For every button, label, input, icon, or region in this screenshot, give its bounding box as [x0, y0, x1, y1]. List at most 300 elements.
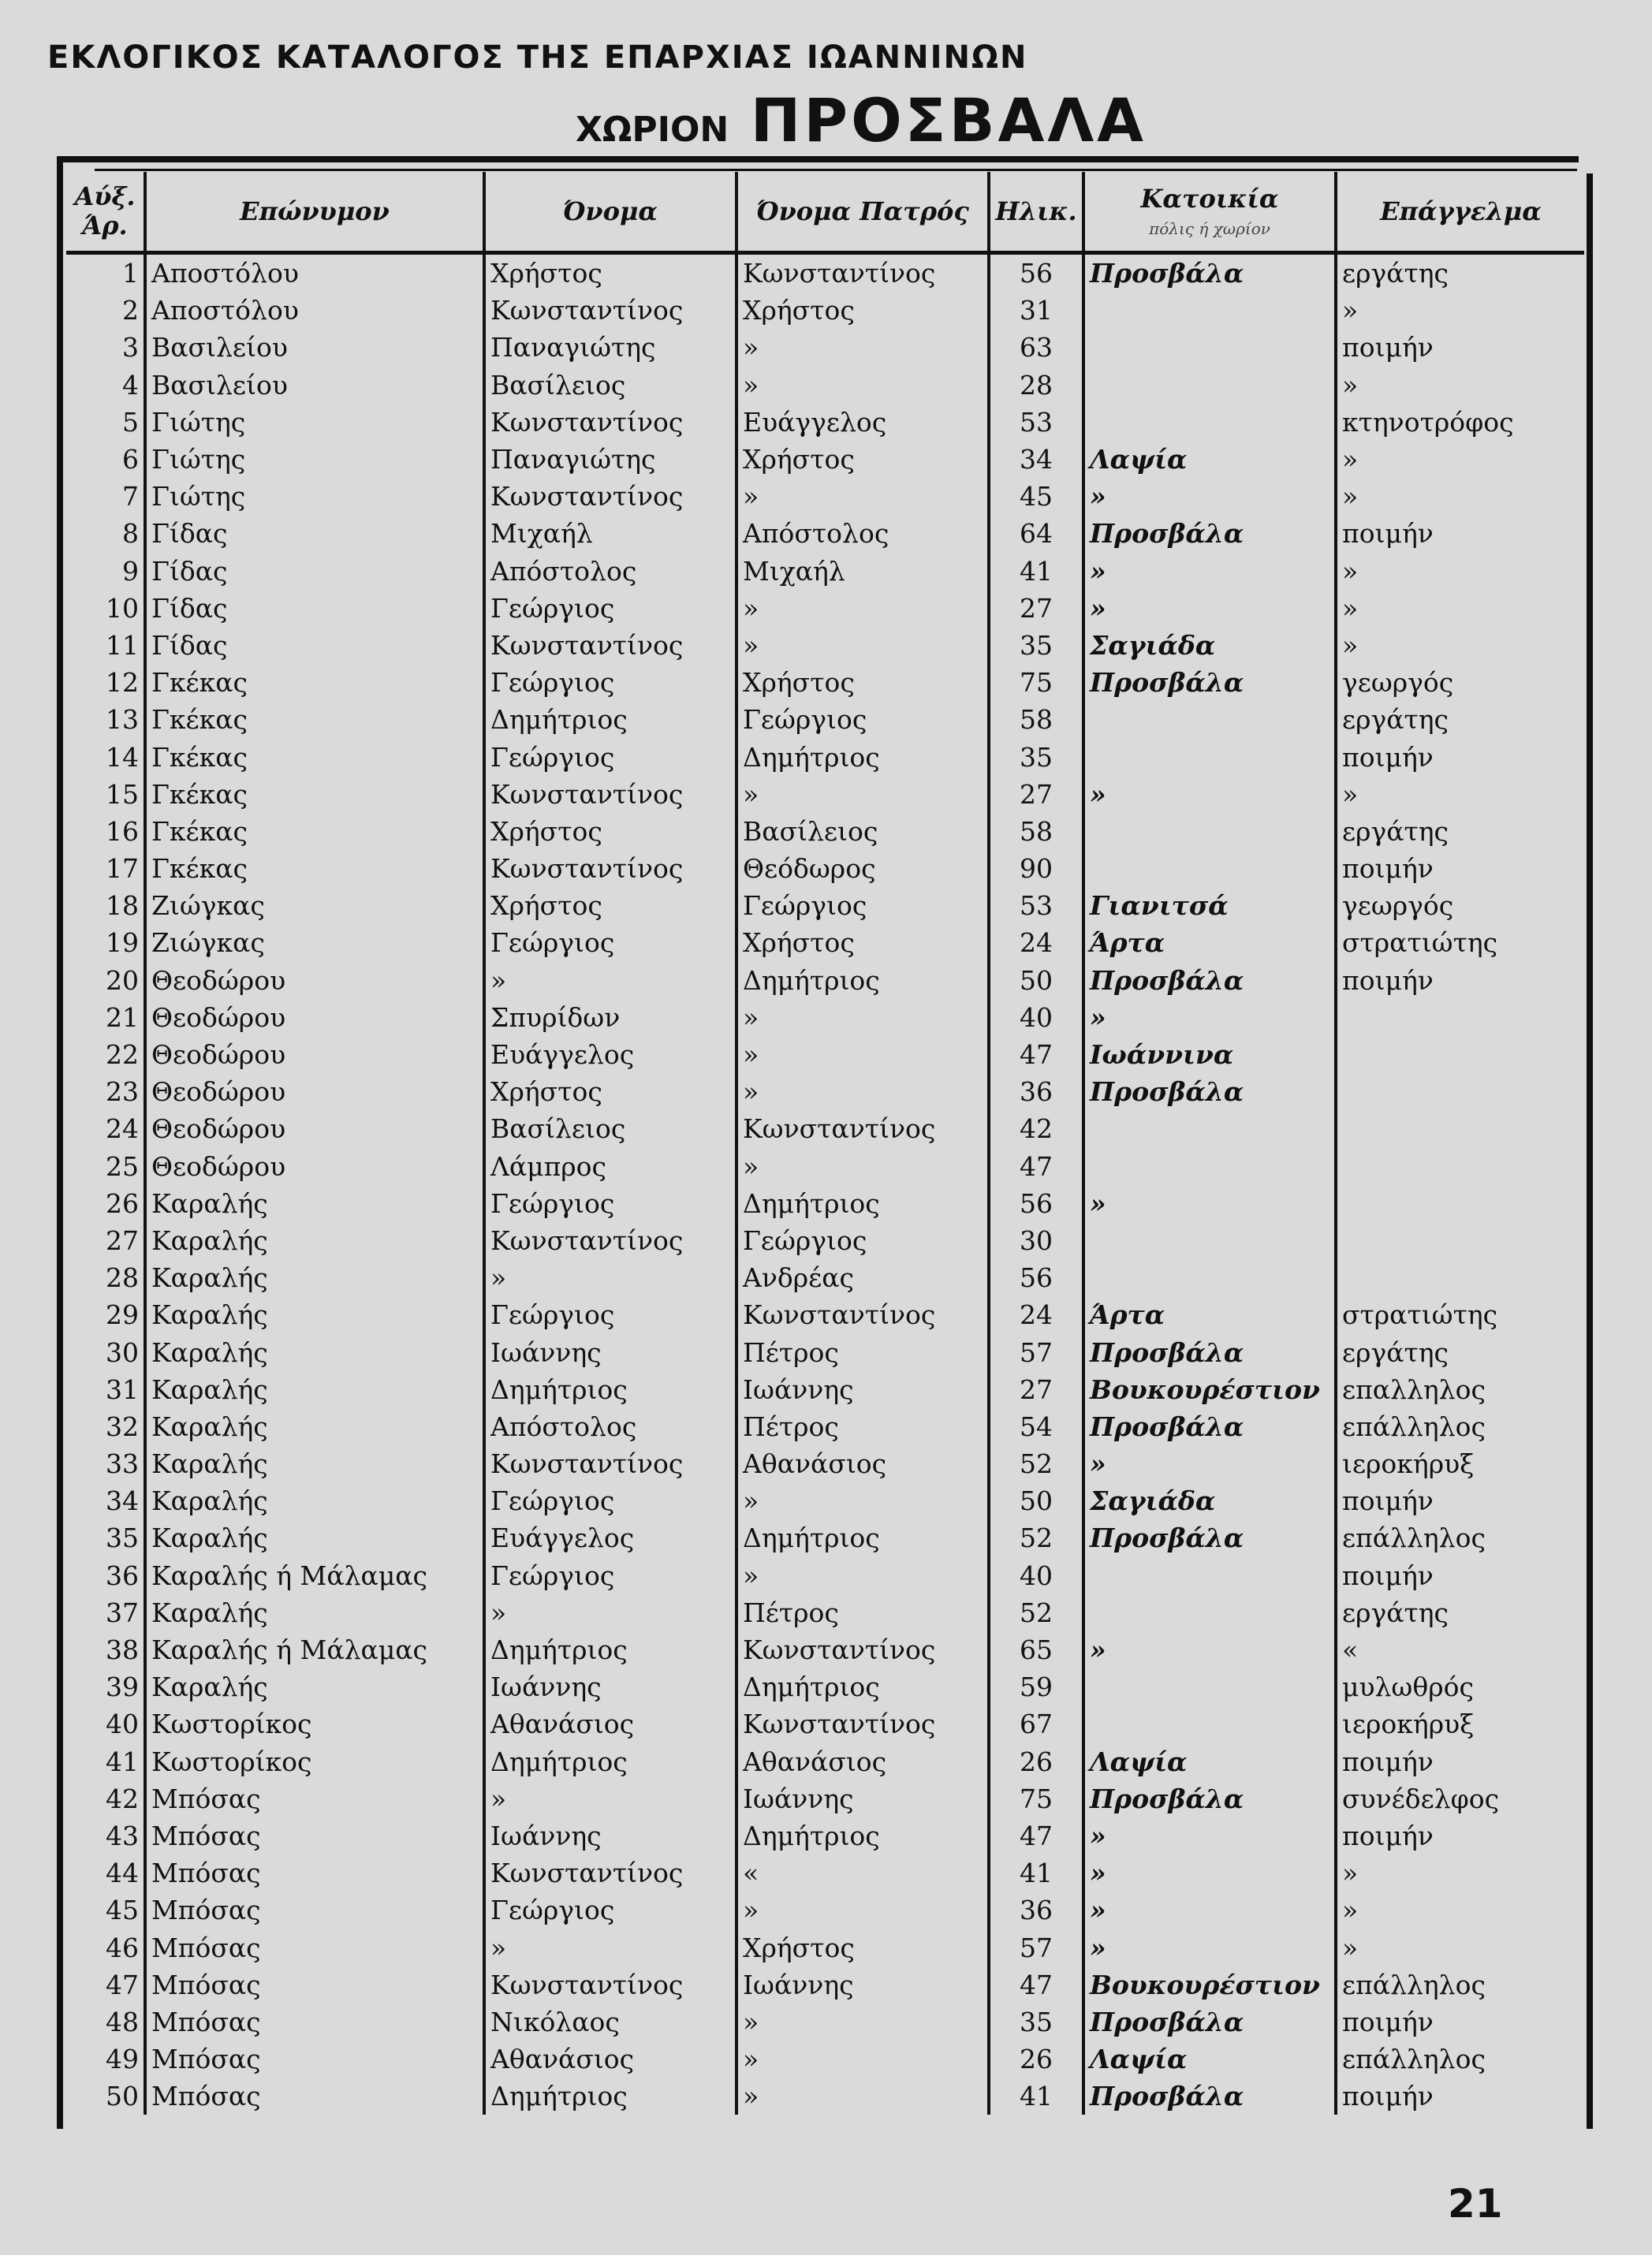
- father-name-cell: »: [737, 2041, 989, 2078]
- profession-cell: [1336, 1259, 1584, 1296]
- row-number: 48: [66, 2003, 145, 2041]
- first-name-cell: Κωνσταντίνος: [484, 1966, 737, 2003]
- age-cell: 41: [989, 553, 1083, 590]
- father-name-cell: Δημήτριος: [737, 962, 989, 999]
- col-header-first-name: Όνομα: [484, 172, 737, 253]
- first-name-cell: Κωνσταντίνος: [484, 627, 737, 664]
- row-number: 1: [66, 253, 145, 293]
- first-name-cell: Δημήτριος: [484, 701, 737, 738]
- profession-cell: »: [1342, 1932, 1359, 1963]
- age-cell: 34: [989, 441, 1083, 478]
- surname-cell: Γκέκας: [145, 776, 484, 813]
- row-number: 19: [66, 924, 145, 961]
- father-name-cell: Γεώργιος: [737, 1222, 989, 1259]
- table-row: [66, 627, 1584, 664]
- residence-cell: [1083, 367, 1336, 404]
- surname-cell: Αποστόλου: [145, 253, 484, 293]
- row-number: 27: [66, 1222, 145, 1259]
- first-name-cell: Κωνσταντίνος: [484, 404, 737, 441]
- profession-cell: επάλληλος: [1342, 1411, 1486, 1442]
- first-name-cell: »: [484, 962, 737, 999]
- table-row: [66, 999, 1584, 1036]
- residence-cell: Προσβάλα: [1083, 515, 1336, 552]
- profession-cell: »: [1342, 1858, 1359, 1889]
- first-name-cell: Κωνσταντίνος: [484, 776, 737, 813]
- age-cell: 52: [989, 1594, 1083, 1631]
- first-name-cell: Ιωάννης: [484, 1817, 737, 1854]
- father-name-cell: Χρήστος: [737, 292, 989, 329]
- surname-cell: Γκέκας: [145, 701, 484, 738]
- first-name-cell: Γεώργιος: [484, 738, 737, 775]
- table-row: [66, 2041, 1584, 2078]
- father-name-cell: Ιωάννης: [737, 1780, 989, 1817]
- first-name-cell: Γεώργιος: [484, 1185, 737, 1222]
- first-name-cell: Χρήστος: [484, 813, 737, 850]
- father-name-cell: »: [737, 329, 989, 366]
- surname-cell: Καραλής: [145, 1222, 484, 1259]
- father-name-cell: Χρήστος: [737, 441, 989, 478]
- first-name-cell: Κωνσταντίνος: [484, 292, 737, 329]
- row-number: 20: [66, 962, 145, 999]
- age-cell: 67: [989, 1705, 1083, 1742]
- residence-cell: [1083, 1110, 1336, 1147]
- age-cell: 47: [989, 1036, 1083, 1073]
- row-number: 34: [66, 1482, 145, 1519]
- residence-cell: »: [1083, 553, 1336, 590]
- table-row: [66, 813, 1584, 850]
- age-cell: 35: [989, 627, 1083, 664]
- age-cell: 58: [989, 701, 1083, 738]
- table-body: [66, 253, 1584, 2115]
- residence-cell: Λαψία: [1083, 2041, 1336, 2078]
- residence-cell: Ιωάννινα: [1083, 1036, 1336, 1073]
- page-number: 21: [1448, 2181, 1503, 2227]
- father-name-cell: Πέτρος: [737, 1333, 989, 1370]
- col-header-surname: Επώνυμον: [145, 172, 484, 253]
- profession-cell: ιεροκήρυξ: [1342, 1709, 1475, 1740]
- surname-cell: Μπόσας: [145, 2041, 484, 2078]
- age-cell: 50: [989, 962, 1083, 999]
- age-cell: 42: [989, 1110, 1083, 1147]
- residence-cell: [1083, 1705, 1336, 1742]
- father-name-cell: »: [737, 627, 989, 664]
- profession-cell: επάλληλος: [1342, 1969, 1486, 2000]
- residence-cell: Σαγιάδα: [1083, 1482, 1336, 1519]
- surname-cell: Καραλής: [145, 1594, 484, 1631]
- age-cell: 24: [989, 924, 1083, 961]
- father-name-cell: Γεώργιος: [737, 887, 989, 924]
- profession-cell: εργάτης: [1342, 258, 1449, 289]
- profession-cell: επαλληλος: [1342, 1374, 1486, 1405]
- residence-cell: Σαγιάδα: [1083, 627, 1336, 664]
- row-number: 45: [66, 1892, 145, 1929]
- table-row: [66, 590, 1584, 627]
- table-row: [66, 553, 1584, 590]
- profession-cell: »: [1342, 481, 1359, 512]
- profession-cell: ποιμήν: [1342, 853, 1434, 885]
- surname-cell: Γιώτης: [145, 404, 484, 441]
- row-number: 10: [66, 590, 145, 627]
- residence-cell: Προσβάλα: [1083, 1073, 1336, 1110]
- table-row: [66, 962, 1584, 999]
- row-number: 39: [66, 1668, 145, 1705]
- residence-cell: Λαψία: [1083, 1743, 1336, 1780]
- surname-cell: Θεοδώρου: [145, 999, 484, 1036]
- father-name-cell: Κωνσταντίνος: [737, 1705, 989, 1742]
- age-cell: 31: [989, 292, 1083, 329]
- profession-cell: ποιμήν: [1342, 518, 1434, 550]
- residence-cell: Βουκουρέστιον: [1083, 1371, 1336, 1408]
- age-cell: 90: [989, 850, 1083, 887]
- age-cell: 36: [989, 1073, 1083, 1110]
- residence-cell: Προσβάλα: [1083, 2003, 1336, 2041]
- father-name-cell: »: [737, 2003, 989, 2041]
- father-name-cell: »: [737, 1148, 989, 1185]
- table-row: [66, 441, 1584, 478]
- table-row: [66, 1892, 1584, 1929]
- residence-cell: »: [1083, 1631, 1336, 1668]
- surname-cell: Μπόσας: [145, 1780, 484, 1817]
- row-number: 36: [66, 1557, 145, 1594]
- father-name-cell: »: [737, 1482, 989, 1519]
- first-name-cell: Γεώργιος: [484, 1557, 737, 1594]
- first-name-cell: Γεώργιος: [484, 590, 737, 627]
- surname-cell: Βασιλείου: [145, 367, 484, 404]
- surname-cell: Καραλής: [145, 1296, 484, 1333]
- profession-cell: »: [1342, 778, 1359, 810]
- residence-cell: [1083, 329, 1336, 366]
- profession-cell: «: [1342, 1634, 1359, 1666]
- profession-cell: »: [1342, 369, 1359, 401]
- row-number: 8: [66, 515, 145, 552]
- father-name-cell: Θεόδωρος: [737, 850, 989, 887]
- surname-cell: Γκέκας: [145, 738, 484, 775]
- row-number: 11: [66, 627, 145, 664]
- row-number: 31: [66, 1371, 145, 1408]
- age-cell: 41: [989, 1854, 1083, 1892]
- table-row: [66, 515, 1584, 552]
- top-rule-thin: [95, 169, 1577, 171]
- first-name-cell: Δημήτριος: [484, 1631, 737, 1668]
- residence-cell: [1083, 1668, 1336, 1705]
- age-cell: 53: [989, 887, 1083, 924]
- col-header-residence: [1083, 172, 1336, 253]
- row-number: 46: [66, 1929, 145, 1966]
- first-name-cell: Βασίλειος: [484, 1110, 737, 1147]
- profession-cell: εργάτης: [1342, 704, 1449, 736]
- first-name-cell: Κωνσταντίνος: [484, 478, 737, 515]
- residence-cell: Άρτα: [1083, 1296, 1336, 1333]
- father-name-cell: Κωνσταντίνος: [737, 1631, 989, 1668]
- row-number: 40: [66, 1705, 145, 1742]
- residence-cell: Γιανιτσά: [1083, 887, 1336, 924]
- row-number: 23: [66, 1073, 145, 1110]
- age-cell: 65: [989, 1631, 1083, 1668]
- row-number: 24: [66, 1110, 145, 1147]
- row-number: 42: [66, 1780, 145, 1817]
- surname-cell: Γιώτης: [145, 441, 484, 478]
- table-header-row: [66, 172, 1584, 253]
- profession-cell: [1336, 1110, 1584, 1147]
- table-row: [66, 1036, 1584, 1073]
- table-row: [66, 1482, 1584, 1519]
- first-name-cell: Γεώργιος: [484, 924, 737, 961]
- age-cell: 26: [989, 1743, 1083, 1780]
- profession-cell: συνέδελφος: [1342, 1783, 1500, 1814]
- row-number: 17: [66, 850, 145, 887]
- father-name-cell: Βασίλειος: [737, 813, 989, 850]
- father-name-cell: Κωνσταντίνος: [737, 1296, 989, 1333]
- first-name-cell: Κωνσταντίνος: [484, 850, 737, 887]
- residence-cell: »: [1083, 776, 1336, 813]
- col-header-residence-label: Κατοικία: [1140, 184, 1279, 214]
- age-cell: 56: [989, 253, 1083, 293]
- table-row: [66, 1185, 1584, 1222]
- age-cell: 75: [989, 664, 1083, 701]
- profession-cell: »: [1342, 629, 1359, 661]
- father-name-cell: »: [737, 590, 989, 627]
- father-name-cell: Ιωάννης: [737, 1371, 989, 1408]
- profession-cell: στρατιώτης: [1342, 1299, 1498, 1331]
- table-row: [66, 1445, 1584, 1482]
- age-cell: 40: [989, 999, 1083, 1036]
- age-cell: 63: [989, 329, 1083, 366]
- col-header-residence-sub: πόλις ή χωρίον: [1149, 218, 1270, 238]
- father-name-cell: Αθανάσιος: [737, 1445, 989, 1482]
- first-name-cell: Σπυρίδων: [484, 999, 737, 1036]
- profession-cell: ποιμήν: [1342, 1560, 1434, 1591]
- table-row: [66, 1817, 1584, 1854]
- first-name-cell: Δημήτριος: [484, 1743, 737, 1780]
- first-name-cell: Ιωάννης: [484, 1668, 737, 1705]
- row-number: 38: [66, 1631, 145, 1668]
- residence-cell: [1083, 404, 1336, 441]
- first-name-cell: »: [484, 1594, 737, 1631]
- first-name-cell: Μιχαήλ: [484, 515, 737, 552]
- residence-cell: Προσβάλα: [1083, 664, 1336, 701]
- surname-cell: Καραλής: [145, 1371, 484, 1408]
- profession-cell: [1336, 1185, 1584, 1222]
- father-name-cell: »: [737, 2078, 989, 2115]
- father-name-cell: »: [737, 1036, 989, 1073]
- first-name-cell: Απόστολος: [484, 1408, 737, 1445]
- age-cell: 52: [989, 1445, 1083, 1482]
- age-cell: 24: [989, 1296, 1083, 1333]
- row-number: 50: [66, 2078, 145, 2115]
- surname-cell: Γίδας: [145, 590, 484, 627]
- residence-cell: »: [1083, 1929, 1336, 1966]
- profession-cell: »: [1342, 1895, 1359, 1926]
- table-row: [66, 1854, 1584, 1892]
- surname-cell: Θεοδώρου: [145, 962, 484, 999]
- father-name-cell: Δημήτριος: [737, 738, 989, 775]
- profession-cell: [1336, 999, 1584, 1036]
- table-row: [66, 1333, 1584, 1370]
- residence-cell: Προσβάλα: [1083, 1408, 1336, 1445]
- residence-cell: »: [1083, 1854, 1336, 1892]
- surname-cell: Αποστόλου: [145, 292, 484, 329]
- age-cell: 75: [989, 1780, 1083, 1817]
- first-name-cell: Χρήστος: [484, 253, 737, 293]
- father-name-cell: »: [737, 776, 989, 813]
- first-name-cell: Αθανάσιος: [484, 2041, 737, 2078]
- row-number: 21: [66, 999, 145, 1036]
- row-number: 3: [66, 329, 145, 366]
- table-row: [66, 1519, 1584, 1556]
- row-number: 16: [66, 813, 145, 850]
- profession-cell: επάλληλος: [1342, 1523, 1486, 1554]
- first-name-cell: Δημήτριος: [484, 1371, 737, 1408]
- village-name: ΠΡΟΣΒΑΛΑ: [750, 85, 1147, 155]
- age-cell: 45: [989, 478, 1083, 515]
- residence-cell: [1083, 850, 1336, 887]
- row-number: 22: [66, 1036, 145, 1073]
- age-cell: 64: [989, 515, 1083, 552]
- row-number: 41: [66, 1743, 145, 1780]
- residence-cell: [1083, 292, 1336, 329]
- profession-cell: μυλωθρός: [1342, 1672, 1474, 1703]
- surname-cell: Καραλής: [145, 1482, 484, 1519]
- age-cell: 47: [989, 1148, 1083, 1185]
- profession-cell: »: [1342, 555, 1359, 587]
- father-name-cell: Γεώργιος: [737, 701, 989, 738]
- row-number: 2: [66, 292, 145, 329]
- village-label: ΧΩΡΙΟΝ: [576, 110, 729, 150]
- row-number: 14: [66, 738, 145, 775]
- age-cell: 53: [989, 404, 1083, 441]
- surname-cell: Γίδας: [145, 553, 484, 590]
- age-cell: 35: [989, 738, 1083, 775]
- father-name-cell: «: [737, 1854, 989, 1892]
- age-cell: 56: [989, 1185, 1083, 1222]
- first-name-cell: Ιωάννης: [484, 1333, 737, 1370]
- col-header-age: Ηλικ.: [989, 172, 1083, 253]
- surname-cell: Γίδας: [145, 627, 484, 664]
- father-name-cell: Ευάγγελος: [737, 404, 989, 441]
- father-name-cell: Μιχαήλ: [737, 553, 989, 590]
- surname-cell: Ζιώγκας: [145, 924, 484, 961]
- row-number: 26: [66, 1185, 145, 1222]
- table-row: [66, 1222, 1584, 1259]
- profession-cell: ποιμήν: [1342, 964, 1434, 996]
- surname-cell: Καραλής: [145, 1259, 484, 1296]
- father-name-cell: Δημήτριος: [737, 1668, 989, 1705]
- residence-cell: Προσβάλα: [1083, 253, 1336, 293]
- father-name-cell: Δημήτριος: [737, 1817, 989, 1854]
- first-name-cell: Χρήστος: [484, 1073, 737, 1110]
- row-number: 33: [66, 1445, 145, 1482]
- first-name-cell: Ευάγγελος: [484, 1519, 737, 1556]
- father-name-cell: Αθανάσιος: [737, 1743, 989, 1780]
- table-row: [66, 1148, 1584, 1185]
- table-row: [66, 887, 1584, 924]
- profession-cell: εργάτης: [1342, 1597, 1449, 1628]
- top-rule: [57, 156, 1579, 162]
- frame-left-border: [57, 156, 63, 2129]
- profession-cell: »: [1342, 592, 1359, 624]
- surname-cell: Γκέκας: [145, 664, 484, 701]
- surname-cell: Καραλής ή Μάλαμας: [145, 1631, 484, 1668]
- surname-cell: Θεοδώρου: [145, 1148, 484, 1185]
- table-row: [66, 404, 1584, 441]
- row-number: 18: [66, 887, 145, 924]
- first-name-cell: »: [484, 1929, 737, 1966]
- surname-cell: Μπόσας: [145, 2078, 484, 2115]
- age-cell: 41: [989, 2078, 1083, 2115]
- first-name-cell: Βασίλειος: [484, 367, 737, 404]
- age-cell: 56: [989, 1259, 1083, 1296]
- father-name-cell: Ανδρέας: [737, 1259, 989, 1296]
- residence-cell: »: [1083, 478, 1336, 515]
- profession-cell: [1336, 1148, 1584, 1185]
- age-cell: 57: [989, 1333, 1083, 1370]
- row-number: 4: [66, 367, 145, 404]
- first-name-cell: Κωνσταντίνος: [484, 1445, 737, 1482]
- first-name-cell: Γεώργιος: [484, 1892, 737, 1929]
- row-number: 28: [66, 1259, 145, 1296]
- age-cell: 27: [989, 776, 1083, 813]
- surname-cell: Γιώτης: [145, 478, 484, 515]
- residence-cell: »: [1083, 1185, 1336, 1222]
- first-name-cell: Κωνσταντίνος: [484, 1854, 737, 1892]
- residence-cell: »: [1083, 999, 1336, 1036]
- table-row: [66, 664, 1584, 701]
- profession-cell: [1336, 1036, 1584, 1073]
- surname-cell: Καραλής: [145, 1333, 484, 1370]
- row-number: 15: [66, 776, 145, 813]
- surname-cell: Ζιώγκας: [145, 887, 484, 924]
- table-row: [66, 924, 1584, 961]
- father-name-cell: Κωνσταντίνος: [737, 1110, 989, 1147]
- row-number: 13: [66, 701, 145, 738]
- father-name-cell: Δημήτριος: [737, 1519, 989, 1556]
- surname-cell: Βασιλείου: [145, 329, 484, 366]
- father-name-cell: Απόστολος: [737, 515, 989, 552]
- table-row: [66, 367, 1584, 404]
- table-row: [66, 1557, 1584, 1594]
- document-title: ΕΚΛΟΓΙΚΟΣ ΚΑΤΑΛΟΓΟΣ ΤΗΣ ΕΠΑΡΧΙΑΣ ΙΩΑΝΝΙΝΩΝ: [47, 39, 1028, 76]
- first-name-cell: Απόστολος: [484, 553, 737, 590]
- profession-cell: ποιμήν: [1342, 1485, 1434, 1517]
- age-cell: 35: [989, 2003, 1083, 2041]
- residence-cell: Προσβάλα: [1083, 1519, 1336, 1556]
- first-name-cell: Παναγιώτης: [484, 441, 737, 478]
- age-cell: 28: [989, 367, 1083, 404]
- age-cell: 52: [989, 1519, 1083, 1556]
- age-cell: 36: [989, 1892, 1083, 1929]
- table-row: [66, 776, 1584, 813]
- age-cell: 26: [989, 2041, 1083, 2078]
- age-cell: 27: [989, 590, 1083, 627]
- surname-cell: Καραλής: [145, 1445, 484, 1482]
- first-name-cell: »: [484, 1259, 737, 1296]
- father-name-cell: »: [737, 367, 989, 404]
- profession-cell: επάλληλος: [1342, 2044, 1486, 2075]
- first-name-cell: Γεώργιος: [484, 1296, 737, 1333]
- father-name-cell: »: [737, 999, 989, 1036]
- age-cell: 30: [989, 1222, 1083, 1259]
- col-header-number: Αύξ. Άρ.: [66, 172, 145, 253]
- father-name-cell: Χρήστος: [737, 924, 989, 961]
- father-name-cell: Χρήστος: [737, 664, 989, 701]
- age-cell: 50: [989, 1482, 1083, 1519]
- residence-cell: Προσβάλα: [1083, 2078, 1336, 2115]
- profession-cell: στρατιώτης: [1342, 927, 1498, 959]
- profession-cell: ποιμήν: [1342, 2081, 1434, 2112]
- voter-register-table: [66, 172, 1584, 2115]
- surname-cell: Μπόσας: [145, 1854, 484, 1892]
- residence-cell: »: [1083, 590, 1336, 627]
